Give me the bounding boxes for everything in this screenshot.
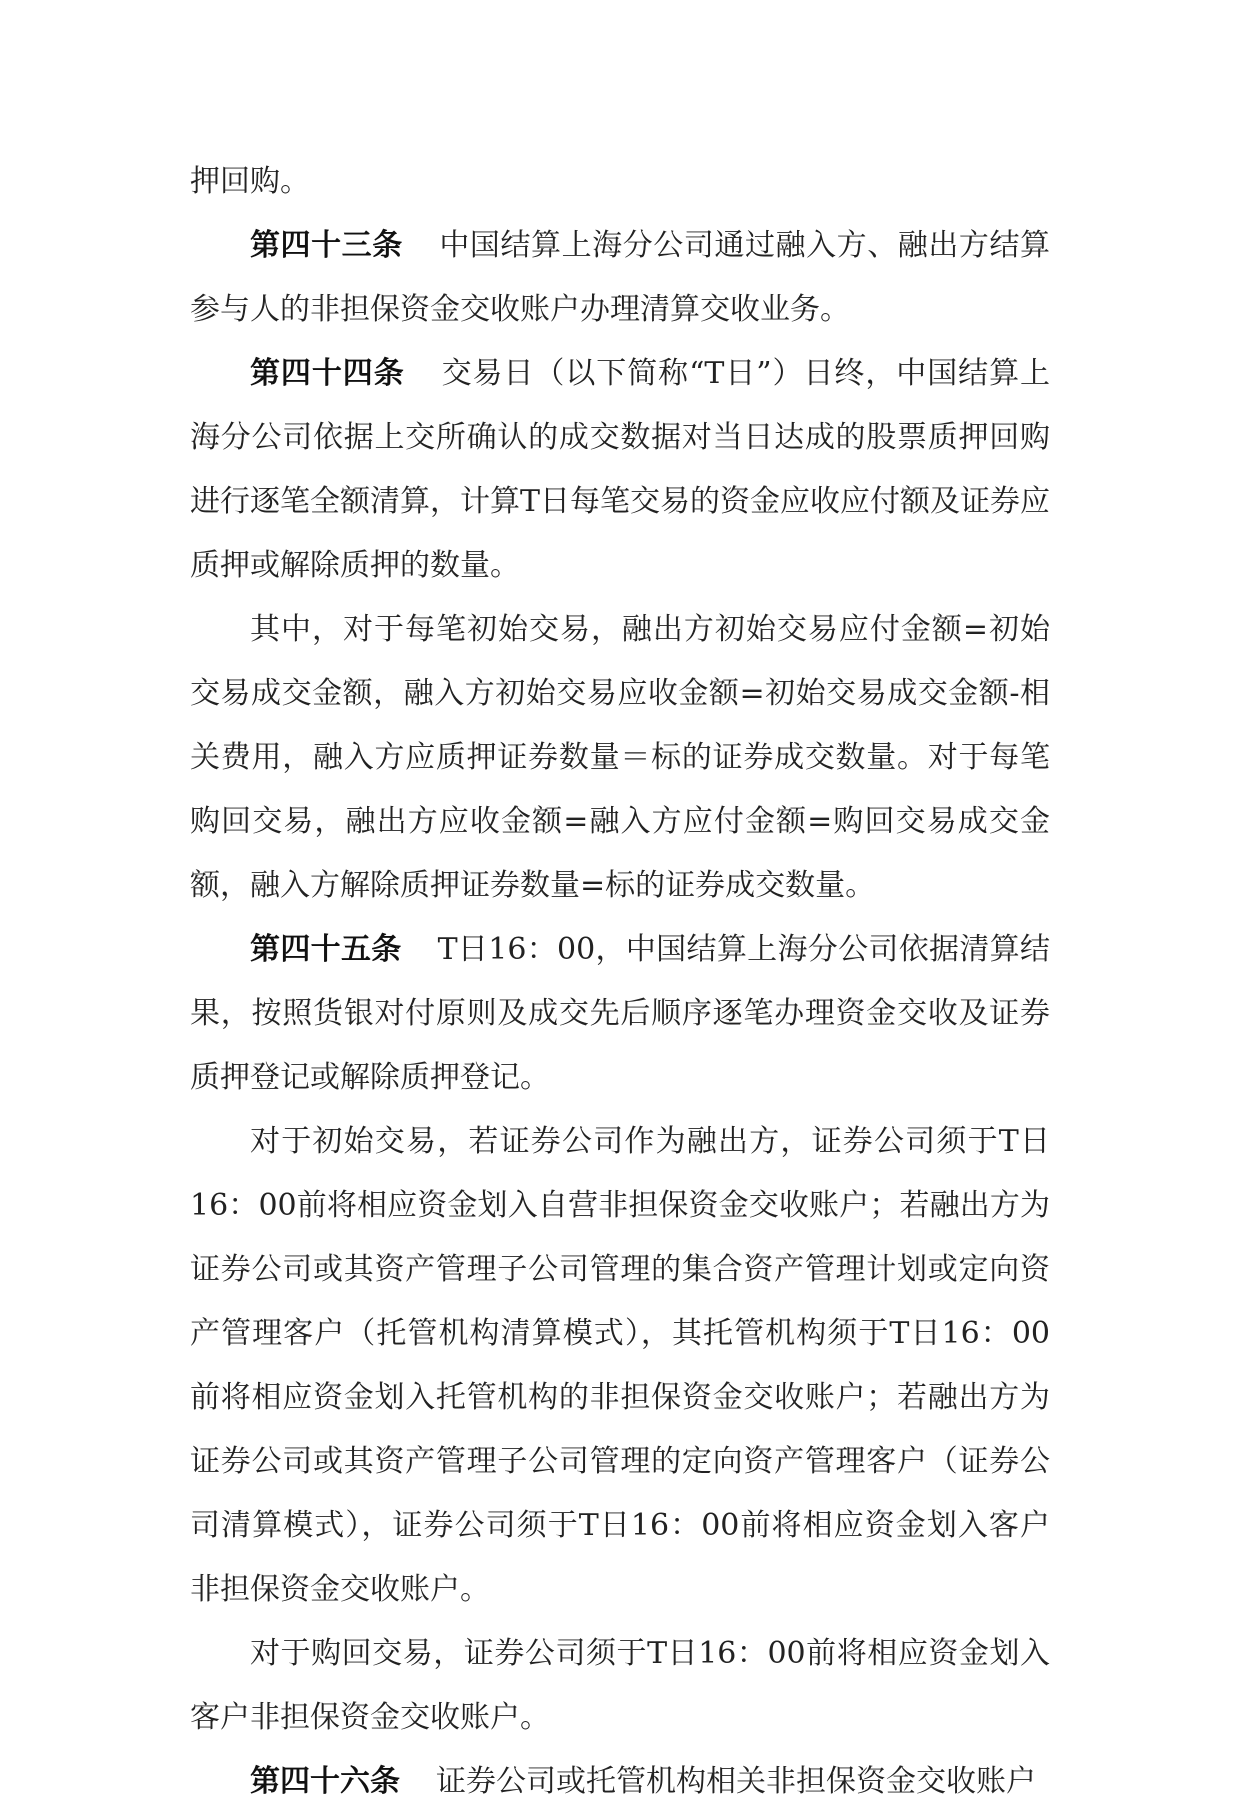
- article-43: [190, 214, 1050, 342]
- paragraph-44-detail: [190, 598, 1050, 918]
- article-number: 第四十五条: [250, 932, 402, 967]
- article-text: 交易日（以下简称“T日”）日终，中国结算上海分公司依据上交所确认的成交数据对当日达成的股票质押回购进行逐笔全额清算，计算T日每笔交易的资金应收应付额及证券应质押或解除质押的数量。: [190, 356, 1051, 583]
- article-45: [190, 918, 1050, 1110]
- article-number: 第四十六条: [250, 1764, 400, 1799]
- paragraph-text: 其中，对于每笔初始交易，融出方初始交易应付金额=初始交易成交金额，融入方初始交易应收金额=初始交易成交金额-相关费用，融入方应质押证券数量＝标的证券成交数量。对于每笔购回交易，融出方应收金额=融入方应付金额=购回交易成交金额，融入方解除质押证券数量=标的证券成交数量。: [190, 612, 1050, 903]
- article-text: T日16：00，中国结算上海分公司依据清算结果，按照货银对付原则及成交先后顺序逐笔办理资金交收及证券质押登记或解除质押登记。: [190, 932, 1050, 1095]
- paragraph-continuation: [190, 150, 1050, 214]
- article-44: [190, 342, 1050, 598]
- article-text: 证券公司或托管机构相关非担保资金交收账户: [436, 1764, 1036, 1799]
- article-46: [190, 1750, 1050, 1814]
- article-number: 第四十三条: [250, 228, 403, 263]
- paragraph-text: 押回购。: [190, 164, 310, 199]
- document-body: [190, 150, 1050, 1814]
- article-text: 中国结算上海分公司通过融入方、融出方结算参与人的非担保资金交收账户办理清算交收业务。: [190, 228, 1051, 327]
- paragraph-45-initial-trade: [190, 1110, 1050, 1622]
- paragraph-text: 对于购回交易，证券公司须于T日16：00前将相应资金划入客户非担保资金交收账户。: [190, 1636, 1050, 1735]
- paragraph-text: 对于初始交易，若证券公司作为融出方，证券公司须于T日16：00前将相应资金划入自营非担保资金交收账户；若融出方为证券公司或其资产管理子公司管理的集合资产管理计划或定向资产管理客户（托管机构清算模式），其托管机构须于T日16：00前将相应资金划入托管机构的非担保资金交收账户；若融出方为证券公司或其资产管理子公司管理的定向资产管理客户（证券公司清算模式），证券公司须于T日16：00前将相应资金划入客户非担保资金交收账户。: [190, 1124, 1050, 1607]
- article-number: 第四十四条: [250, 356, 405, 391]
- paragraph-45-repurchase-trade: [190, 1622, 1050, 1750]
